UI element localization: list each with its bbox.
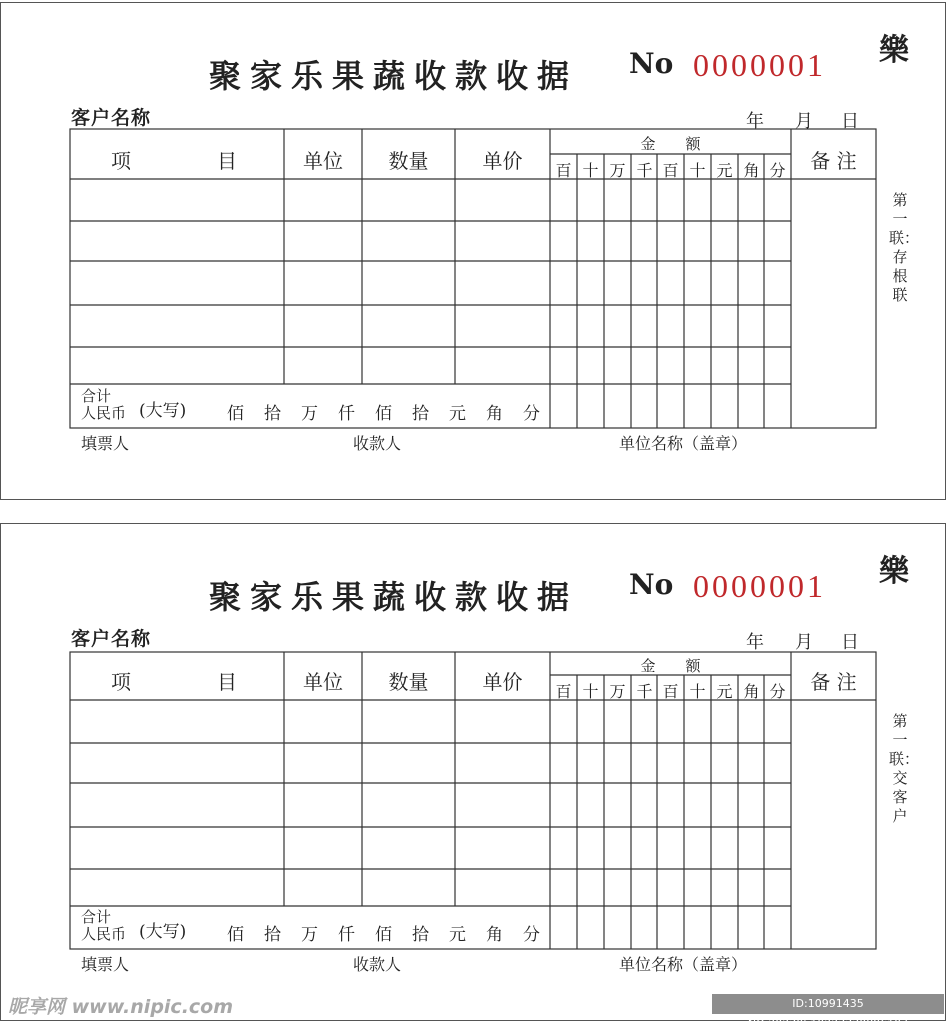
total-label-line1: 合计	[81, 908, 112, 926]
amount-unit: 分	[769, 682, 786, 701]
brand-logo: 樂	[879, 33, 909, 68]
amount-unit: 元	[716, 682, 733, 701]
copy-label: 第一联：交客户	[889, 712, 920, 825]
total-digit-char: 拾	[412, 404, 429, 424]
total-digit-char: 佰	[375, 404, 392, 424]
total-label-line1: 合计	[81, 387, 112, 405]
date-day-label: 日	[841, 632, 859, 653]
date-month-label: 月	[795, 111, 813, 132]
amount-unit: 百	[555, 161, 572, 180]
total-digit-char: 元	[449, 404, 466, 424]
header-price: 单价	[482, 670, 523, 694]
amount-unit: 十	[582, 682, 599, 701]
copy-label: 第一联：存根联	[889, 191, 920, 304]
total-label	[81, 909, 126, 943]
total-digit-char: 万	[301, 404, 318, 424]
site-watermark: 昵享网 www.nipic.com	[8, 996, 234, 1018]
amount-unit: 元	[716, 161, 733, 180]
serial-label: No	[629, 47, 674, 80]
total-digit-char: 万	[301, 925, 318, 945]
header-item-b: 目	[217, 149, 237, 173]
header-unit: 单位	[303, 670, 343, 694]
serial-number: 0000001	[693, 47, 826, 83]
total-uppercase-note: (大写)	[139, 401, 187, 421]
amount-unit: 百	[662, 161, 679, 180]
amount-unit: 十	[582, 161, 599, 180]
amount-unit: 万	[609, 682, 626, 701]
header-amount: 金 额	[640, 657, 701, 675]
footer-payee: 收款人	[353, 434, 402, 453]
image-id-watermark: ID:10991435 NO:20230510223330896107	[712, 994, 944, 1014]
amount-unit: 角	[743, 682, 760, 701]
amount-unit: 百	[662, 682, 679, 701]
customer-name-label: 客户名称	[71, 107, 152, 129]
footer-payee: 收款人	[353, 955, 402, 974]
total-label	[81, 388, 126, 422]
header-item-a: 项	[111, 670, 131, 694]
total-digit-char: 角	[486, 404, 503, 424]
header-amount: 金 额	[640, 135, 701, 153]
header-unit: 单位	[303, 149, 343, 173]
date-month-label: 月	[795, 632, 813, 653]
header-quantity: 数量	[388, 149, 429, 173]
total-digit-char: 拾	[264, 404, 281, 424]
header-item-a: 项	[111, 149, 131, 173]
header-item-b: 目	[217, 670, 237, 694]
total-digit-char: 拾	[412, 925, 429, 945]
header-remark: 备 注	[810, 670, 857, 694]
total-digit-char: 分	[523, 925, 540, 945]
receipt-title: 聚家乐果蔬收款收据	[209, 578, 579, 616]
total-digit-char: 佰	[227, 925, 244, 945]
amount-unit: 分	[769, 161, 786, 180]
total-digit-char: 拾	[264, 925, 281, 945]
total-label-line2: 人民币	[81, 404, 127, 422]
amount-unit: 百	[555, 682, 572, 701]
total-digit-char: 佰	[375, 925, 392, 945]
receipt-title: 聚家乐果蔬收款收据	[209, 57, 579, 95]
amount-unit: 千	[636, 682, 653, 701]
total-digit-char: 佰	[227, 404, 244, 424]
date-day-label: 日	[841, 111, 859, 132]
amount-unit: 十	[689, 682, 706, 701]
receipt-customer-copy	[0, 523, 946, 1021]
header-price: 单价	[482, 149, 523, 173]
footer-filler: 填票人	[81, 434, 130, 453]
amount-unit: 十	[689, 161, 706, 180]
total-digit-char: 角	[486, 925, 503, 945]
header-quantity: 数量	[388, 670, 429, 694]
amount-unit: 千	[636, 161, 653, 180]
total-digit-char: 元	[449, 925, 466, 945]
serial-number: 0000001	[693, 568, 826, 604]
footer-organization: 单位名称（盖章）	[619, 955, 748, 974]
brand-logo: 樂	[879, 554, 909, 589]
footer-filler: 填票人	[81, 955, 130, 974]
date-year-label: 年	[746, 632, 764, 653]
header-remark: 备 注	[810, 149, 857, 173]
date-year-label: 年	[746, 111, 764, 132]
total-digit-char: 仟	[338, 925, 355, 945]
footer-organization: 单位名称（盖章）	[619, 434, 748, 453]
amount-unit: 万	[609, 161, 626, 180]
serial-label: No	[629, 568, 674, 601]
total-uppercase-note: (大写)	[139, 922, 187, 942]
amount-unit: 角	[743, 161, 760, 180]
customer-name-label: 客户名称	[71, 628, 152, 650]
total-digit-char: 仟	[338, 404, 355, 424]
total-label-line2: 人民币	[81, 925, 127, 943]
receipt-stub	[0, 2, 946, 500]
total-digit-char: 分	[523, 404, 540, 424]
